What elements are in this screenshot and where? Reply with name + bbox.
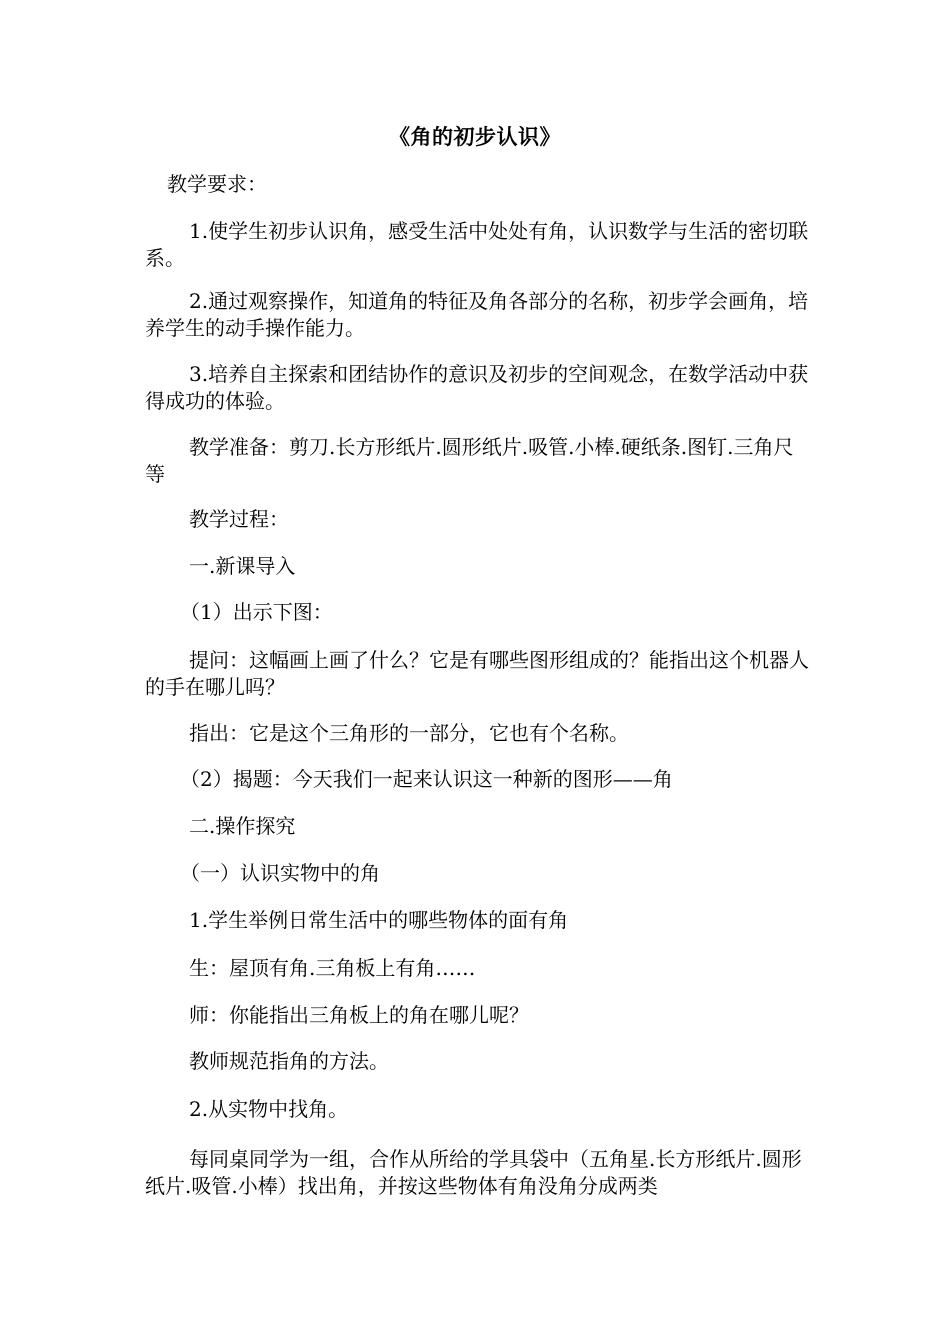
paragraph-point-out: 指出：它是这个三角形的一部分，它也有个名称。 [189,721,629,745]
paragraph-teaching-process: 教学过程： [189,507,289,531]
paragraph-requirement-2: 2.通过观察操作，知道角的特征及角各部分的名称，初步学会画角，培养学生的动手操作能力。 [145,289,809,340]
paragraph-item-2: 2.从实物中找角。 [189,1097,349,1121]
paragraph-group-activity: 每同桌同学为一组，合作从所给的学具袋中（五角星.长方形纸片.圆形纸片.吸管.小棒）找出角，并按这些物体有角没角分成两类 [145,1147,802,1198]
paragraph-section-2-heading: 二.操作探究 [189,814,296,838]
paragraph-teaching-materials: 教学准备：剪刀.长方形纸片.圆形纸片.吸管.小棒.硬纸条.图钉.三角尺等 [145,435,794,486]
paragraph-requirement-1: 1.使学生初步认识角，感受生活中处处有角，认识数学与生活的密切联系。 [145,219,809,270]
paragraph-section-1-heading: 一.新课导入 [189,554,296,578]
paragraph-teacher-method: 教师规范指角的方法。 [189,1049,389,1073]
paragraph-student-answer: 生：屋顶有角.三角板上有角…… [189,956,476,980]
document-title: 《角的初步认识》 [389,124,561,149]
paragraph-teacher-question: 师：你能指出三角板上的角在哪儿呢？ [189,1003,529,1027]
paragraph-reveal-topic: （2）揭题：今天我们一起来认识这一种新的图形——角 [180,767,673,791]
paragraph-item-1: 1.学生举例日常生活中的哪些物体的面有角 [189,908,569,932]
paragraph-requirement-3: 3.培养自主探索和团结协作的意识及初步的空间观念，在数学活动中获得成功的体验。 [145,362,809,413]
paragraph-teaching-requirements: 教学要求： [167,172,267,196]
paragraph-question: 提问：这幅画上画了什么？它是有哪些图形组成的？能指出这个机器人的手在哪儿吗？ [145,648,809,699]
paragraph-show-figure: （1）出示下图： [180,600,333,624]
paragraph-subsection-1: （一）认识实物中的角 [180,861,380,885]
